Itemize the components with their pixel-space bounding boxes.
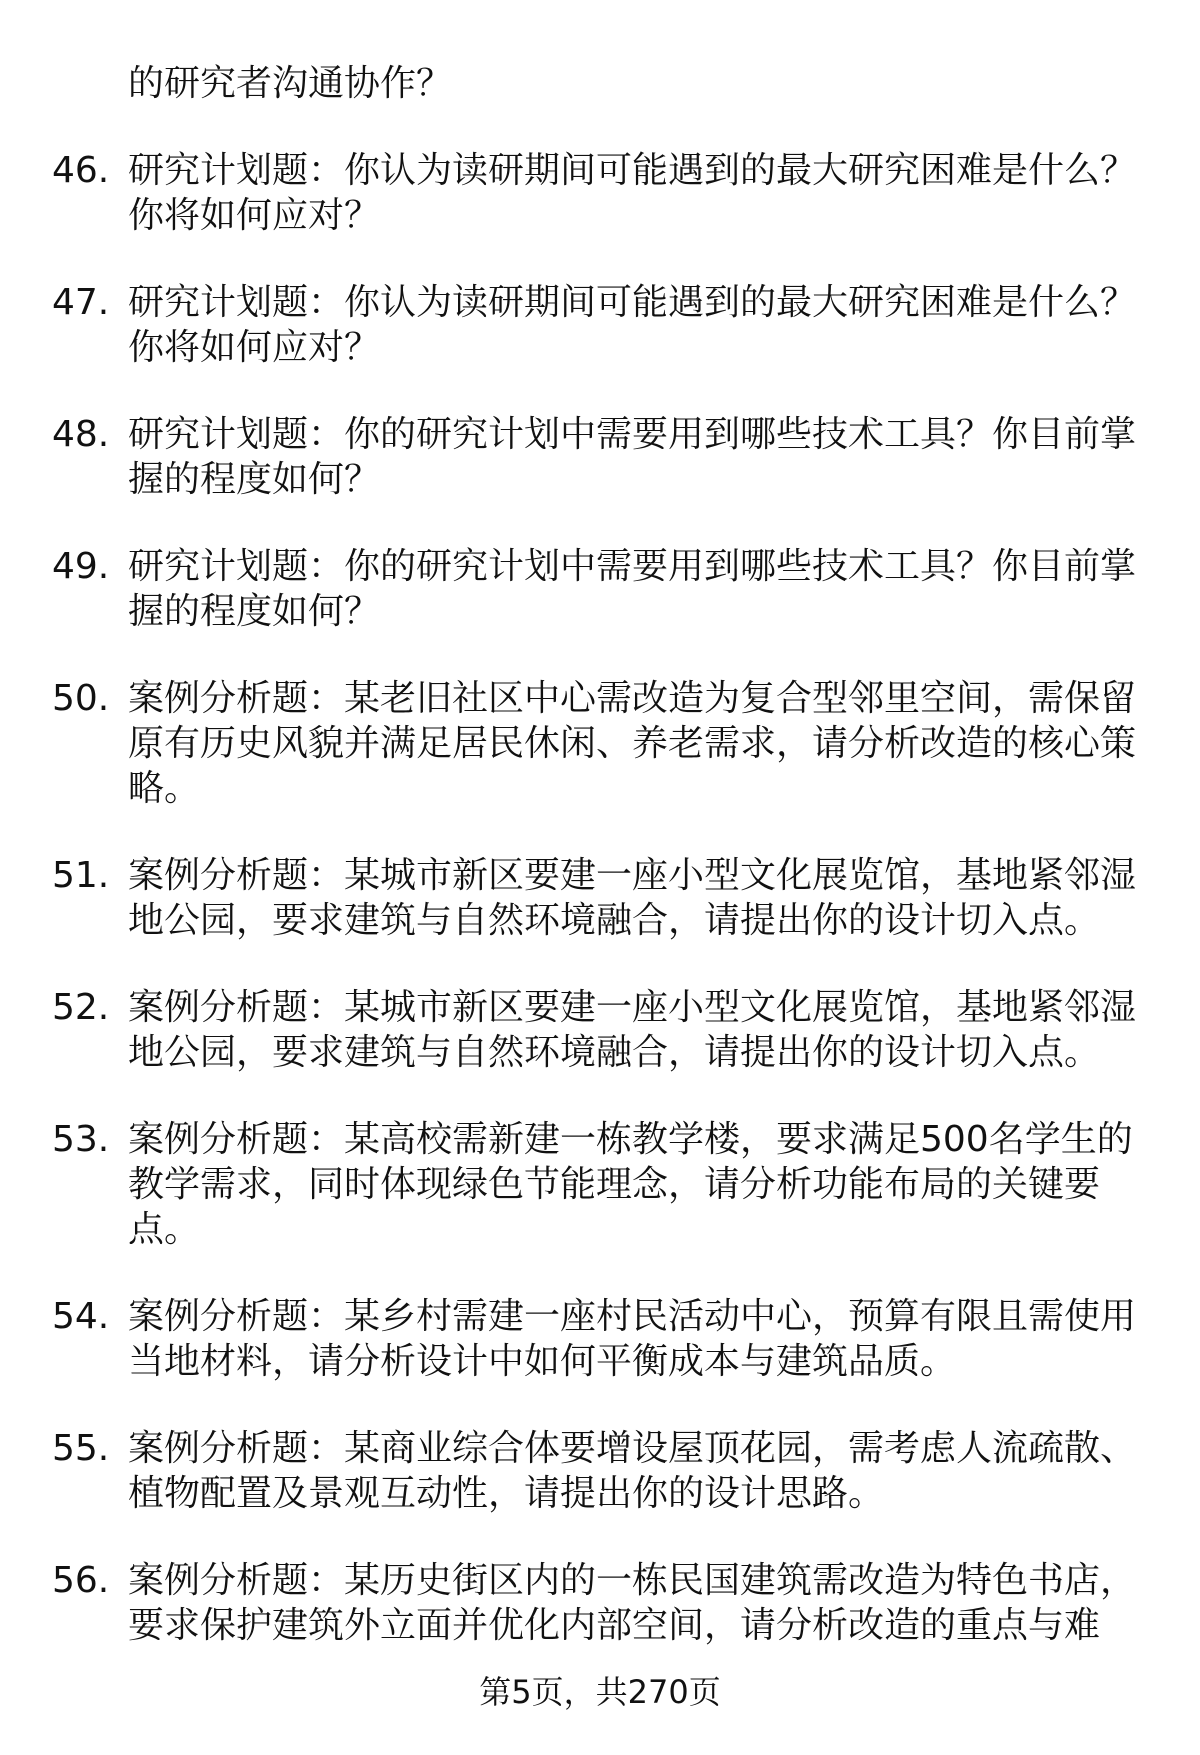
text-line: 案例分析题：某城市新区要建一座小型文化展览馆，基地紧邻湿: [128, 855, 1137, 896]
item-text: [0, 985, 1200, 1075]
list-item: [0, 1117, 1200, 1252]
text-line: 植物配置及景观互动性，请提出你的设计思路。: [128, 1473, 885, 1514]
item-number: 55.: [52, 1428, 110, 1469]
list-item: [0, 1294, 1200, 1384]
text-line: 地公园，要求建筑与自然环境融合，请提出你的设计切入点。: [128, 1032, 1101, 1073]
list-item: [0, 1426, 1200, 1516]
text-line: 当地材料，请分析设计中如何平衡成本与建筑品质。: [128, 1341, 957, 1382]
item-text: [0, 853, 1200, 943]
item-number: 49.: [52, 546, 110, 587]
text-line: 案例分析题：某老旧社区中心需改造为复合型邻里空间，需保留: [128, 678, 1137, 719]
text-line: 握的程度如何？: [128, 591, 381, 632]
text-line: 你将如何应对？: [128, 327, 381, 368]
item-text: [0, 1426, 1200, 1516]
list-item: [0, 412, 1200, 502]
item-text: [0, 148, 1200, 238]
list-item: [0, 544, 1200, 634]
item-text: [0, 676, 1200, 811]
text-line: 案例分析题：某城市新区要建一座小型文化展览馆，基地紧邻湿: [128, 987, 1137, 1028]
text-line: 研究计划题：你认为读研期间可能遇到的最大研究困难是什么？: [128, 282, 1137, 323]
item-number: 50.: [52, 678, 110, 719]
page-number: 第5页，共270页: [479, 1673, 721, 1711]
text-line: 案例分析题：某高校需新建一栋教学楼，要求满足500名学生的: [128, 1119, 1133, 1160]
text-line: 案例分析题：某历史街区内的一栋民国建筑需改造为特色书店，: [128, 1560, 1137, 1601]
item-number: 52.: [52, 987, 110, 1028]
list-item: [0, 985, 1200, 1075]
text-line: 案例分析题：某商业综合体要增设屋顶花园，需考虑人流疏散、: [128, 1428, 1137, 1469]
item-text: [0, 1558, 1200, 1648]
list-item: [0, 676, 1200, 811]
item-number: 54.: [52, 1296, 110, 1337]
list-item: [0, 280, 1200, 370]
list-item: [0, 148, 1200, 238]
item-text: [0, 1294, 1200, 1384]
text-line: 要求保护建筑外立面并优化内部空间，请分析改造的重点与难: [128, 1605, 1101, 1646]
text-line: 握的程度如何？: [128, 459, 381, 500]
continued-text: 的研究者沟通协作？: [128, 63, 453, 104]
text-line: 略。: [128, 768, 201, 809]
text-line: 研究计划题：你的研究计划中需要用到哪些技术工具？你目前掌: [128, 546, 1137, 587]
text-line: 地公园，要求建筑与自然环境融合，请提出你的设计切入点。: [128, 900, 1101, 941]
text-line: 案例分析题：某乡村需建一座村民活动中心，预算有限且需使用: [128, 1296, 1137, 1337]
item-number: 46.: [52, 150, 110, 191]
item-text: [0, 412, 1200, 502]
text-line: 原有历史风貌并满足居民休闲、养老需求，请分析改造的核心策: [128, 723, 1137, 764]
text-line: 教学需求，同时体现绿色节能理念，请分析功能布局的关键要: [128, 1164, 1101, 1205]
item-number: 47.: [52, 282, 110, 323]
text-line: 点。: [128, 1209, 201, 1250]
text-line: 你将如何应对？: [128, 195, 381, 236]
item-text: [0, 1117, 1200, 1252]
list-item: [0, 853, 1200, 943]
text-line: 研究计划题：你认为读研期间可能遇到的最大研究困难是什么？: [128, 150, 1137, 191]
item-text: [0, 280, 1200, 370]
text-line: 研究计划题：你的研究计划中需要用到哪些技术工具？你目前掌: [128, 414, 1137, 455]
item-number: 56.: [52, 1560, 110, 1601]
item-number: 53.: [52, 1119, 110, 1160]
item-number: 51.: [52, 855, 110, 896]
document-body: [0, 61, 1200, 1648]
item-number: 48.: [52, 414, 110, 455]
list-item: [0, 1558, 1200, 1648]
item-text: [0, 544, 1200, 634]
question-list: [0, 148, 1200, 1648]
